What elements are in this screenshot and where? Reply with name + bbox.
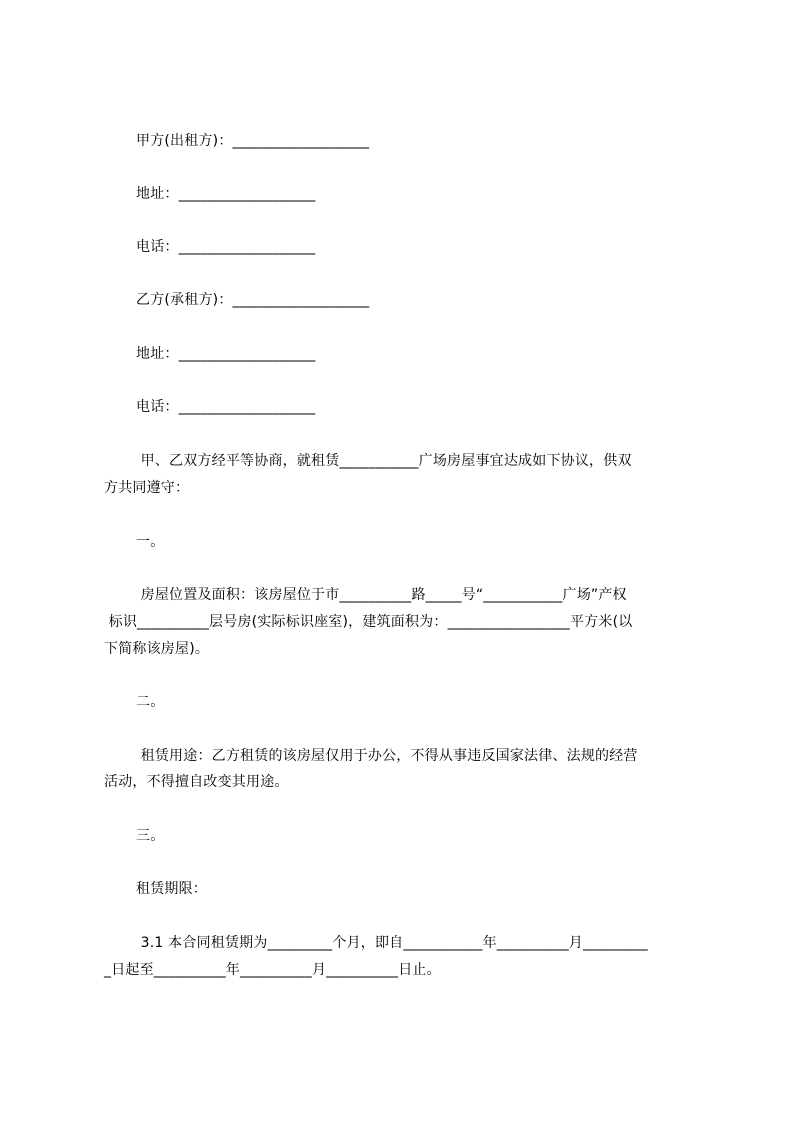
lessor-phone-line: 电话：___________________ xyxy=(136,239,316,255)
section-3-line-1: 3.1 本合同租赁期为_________个月，即自___________年__________月_________ xyxy=(136,935,648,951)
preamble-line-1: 甲、乙双方经平等协商，就租赁___________广场房屋事宜达成如下协议，供双 xyxy=(136,453,632,469)
lessee-name-line: 乙方(承租方)：___________________ xyxy=(136,292,370,308)
section-3-line-2: _日起至__________年__________月__________日止。 xyxy=(104,962,441,978)
section-2-line-1: 租赁用途：乙方租赁的该房屋仅用于办公，不得从事违反国家法律、法规的经营 xyxy=(136,748,638,764)
lessee-phone-line: 电话：___________________ xyxy=(136,399,316,415)
section-3-subheading: 租赁期限： xyxy=(136,881,207,897)
section-1-line-3: 下简称该房屋)。 xyxy=(104,641,210,657)
lessee-address-line: 地址：___________________ xyxy=(136,346,316,362)
section-1-heading: 一。 xyxy=(136,534,165,550)
section-1-line-1: 房屋位置及面积：该房屋位于市__________路_____号“___________广场”产权 xyxy=(136,587,627,603)
lessor-address-line: 地址：___________________ xyxy=(136,186,316,202)
section-2-heading: 二。 xyxy=(136,694,165,710)
section-3-heading: 三。 xyxy=(136,828,165,844)
section-1-line-2: 标识__________层号房(实际标识座室)，建筑面积为：_________________平方米(以 xyxy=(104,614,633,630)
preamble-line-2: 方共同遵守： xyxy=(104,480,190,496)
section-2-line-2: 活动，不得擅自改变其用途。 xyxy=(104,774,289,790)
lessor-name-line: 甲方(出租方)：___________________ xyxy=(136,133,370,149)
